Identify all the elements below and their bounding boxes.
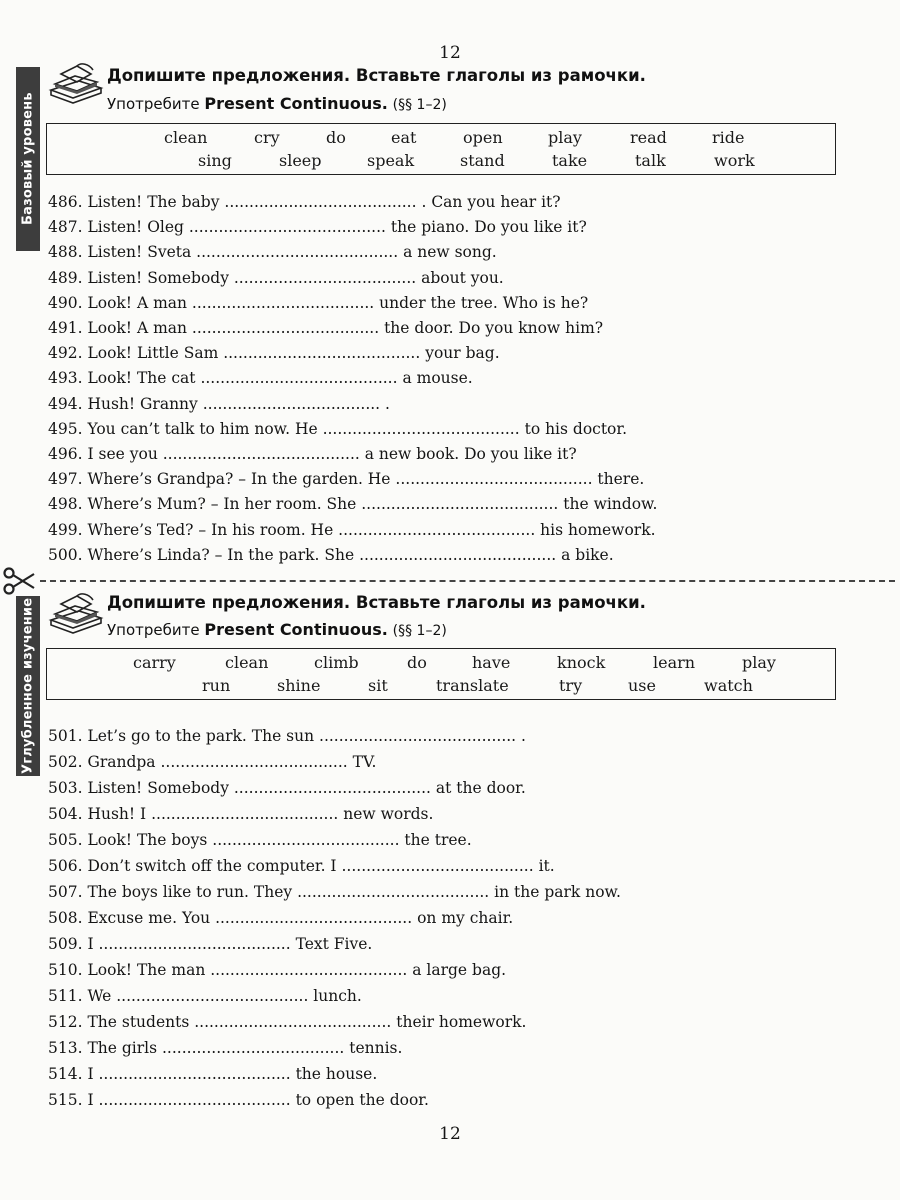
- exercise-item: [48, 935, 372, 953]
- exercise-number: 507.: [48, 883, 83, 901]
- verb-word: eat: [391, 128, 417, 147]
- books-icon: [47, 590, 105, 636]
- exercise-item: [48, 319, 603, 337]
- exercise-text[interactable]: Hush! I ...................................... new words.: [87, 805, 434, 823]
- exercise-item: [48, 395, 390, 413]
- verb-word: take: [552, 151, 588, 170]
- exercise-number: 504.: [48, 805, 83, 823]
- exercise-number: 492.: [48, 344, 83, 363]
- sub-prefix: Употребите: [107, 621, 200, 639]
- exercise-text[interactable]: Look! The man ........................................ a large bag.: [87, 961, 507, 979]
- exercise-text[interactable]: Let’s go to the park. The sun ........................................ .: [87, 727, 526, 745]
- exercise-item: [48, 495, 657, 513]
- section2-instruction: Допишите предложения. Вставьте глаголы из рамочки.: [107, 593, 646, 612]
- exercise-item: [48, 269, 504, 287]
- exercise-number: 515.: [48, 1091, 83, 1109]
- verb-word: talk: [635, 151, 666, 170]
- verb-word: clean: [164, 128, 208, 147]
- exercise-number: 502.: [48, 753, 83, 771]
- verb-word: stand: [460, 151, 505, 170]
- exercise-number: 508.: [48, 909, 83, 927]
- exercise-number: 510.: [48, 961, 83, 979]
- exercise-text[interactable]: Where’s Mum? – In her room. She ........................................ the window.: [87, 495, 658, 514]
- exercise-text[interactable]: I see you ........................................ a new book. Do you like it?: [87, 445, 577, 463]
- exercise-item: [48, 369, 473, 387]
- exercise-item: [48, 1065, 377, 1083]
- verb-word: cry: [254, 128, 280, 147]
- verb-word: have: [472, 653, 511, 672]
- exercise-item: [48, 1013, 526, 1031]
- exercise-text[interactable]: Where’s Grandpa? – In the garden. He ........................................ there.: [87, 470, 645, 489]
- exercise-number: 486.: [48, 193, 83, 211]
- exercise-text[interactable]: Look! Little Sam ........................................ your bag.: [87, 344, 500, 363]
- verb-word: open: [463, 128, 503, 147]
- exercise-text[interactable]: Listen! Oleg ........................................ the piano. Do you like it?: [87, 218, 587, 237]
- exercise-item: [48, 193, 561, 211]
- sub-prefix: Употребите: [107, 95, 200, 113]
- exercise-text[interactable]: You can’t talk to him now. He ........................................ to his doctor.: [87, 419, 628, 438]
- exercise-item: [48, 779, 526, 797]
- exercise-item: [48, 1091, 429, 1109]
- verb-word: watch: [704, 676, 753, 695]
- exercise-number: 513.: [48, 1039, 83, 1057]
- exercise-number: 497.: [48, 470, 83, 489]
- exercise-text[interactable]: Look! A man ...................................... the door. Do you know him?: [87, 319, 604, 337]
- tense-name: Present Continuous.: [204, 620, 388, 639]
- side-tab-advanced-level: Углубленное изучение: [16, 596, 40, 776]
- exercise-item: [48, 857, 555, 875]
- exercise-number: 500.: [48, 545, 83, 564]
- verb-word: play: [548, 128, 582, 147]
- exercise-text[interactable]: Listen! Somebody ........................................ at the door.: [87, 779, 526, 797]
- verb-word: carry: [133, 653, 176, 672]
- exercise-item: [48, 470, 644, 488]
- verb-word: clean: [225, 653, 269, 672]
- exercise-text[interactable]: Listen! Sveta ......................................... a new song.: [87, 243, 497, 262]
- exercise-text[interactable]: Don’t switch off the computer. I ....................................... it.: [87, 857, 555, 875]
- exercise-number: 512.: [48, 1013, 83, 1031]
- scissors-icon: [2, 564, 36, 598]
- exercise-number: 499.: [48, 520, 83, 539]
- exercise-item: [48, 753, 376, 771]
- verb-word: ride: [712, 128, 745, 147]
- exercise-text[interactable]: The girls ..................................... tennis.: [87, 1039, 403, 1057]
- exercise-text[interactable]: Grandpa ...................................... TV.: [87, 753, 377, 771]
- exercise-item: [48, 294, 588, 312]
- exercise-number: 496.: [48, 445, 83, 463]
- exercise-text[interactable]: I ....................................... Text Five.: [87, 935, 373, 953]
- page-number-top: 12: [439, 43, 461, 63]
- exercise-item: [48, 445, 577, 463]
- exercise-text[interactable]: Listen! The baby ....................................... . Can you hear it?: [87, 193, 561, 211]
- exercise-number: 503.: [48, 779, 83, 797]
- exercise-number: 495.: [48, 419, 83, 438]
- exercise-text[interactable]: The boys like to run. They ....................................... in the park now.: [87, 883, 621, 901]
- verb-word: sleep: [279, 151, 322, 170]
- exercise-number: 514.: [48, 1065, 83, 1083]
- page-number-bottom: 12: [439, 1124, 461, 1144]
- section-reference: (§§ 1–2): [392, 97, 447, 113]
- exercise-text[interactable]: The students ........................................ their homework.: [87, 1013, 527, 1031]
- verb-word: do: [326, 128, 346, 147]
- exercise-number: 511.: [48, 987, 83, 1005]
- verb-word: knock: [557, 653, 606, 672]
- books-icon: [47, 60, 105, 106]
- exercise-item: [48, 883, 621, 901]
- verb-word: do: [407, 653, 427, 672]
- exercise-item: [48, 521, 656, 539]
- exercise-item: [48, 727, 526, 745]
- exercise-item: [48, 987, 362, 1005]
- verb-word: shine: [277, 676, 321, 695]
- verb-word: work: [714, 151, 755, 170]
- verb-word: run: [202, 676, 231, 695]
- exercise-number: 490.: [48, 293, 83, 312]
- exercise-item: [48, 243, 497, 261]
- exercise-item: [48, 344, 500, 362]
- exercise-item: [48, 805, 433, 823]
- exercise-item: [48, 831, 472, 849]
- verb-word: try: [559, 676, 583, 695]
- verb-box-section1: [46, 123, 836, 175]
- section2-subinstruction: [107, 620, 447, 639]
- exercise-number: 505.: [48, 831, 83, 849]
- exercise-text[interactable]: Where’s Ted? – In his room. He ........................................ his homework.: [87, 520, 656, 539]
- exercise-number: 509.: [48, 935, 83, 953]
- exercise-text[interactable]: Excuse me. You ........................................ on my chair.: [87, 909, 514, 927]
- exercise-text[interactable]: Look! A man ..................................... under the tree. Who is he?: [87, 293, 589, 312]
- exercise-item: [48, 546, 614, 564]
- verb-word: climb: [314, 653, 359, 672]
- exercise-text[interactable]: Look! The boys ...................................... the tree.: [87, 831, 472, 849]
- verb-word: play: [742, 653, 776, 672]
- exercise-number: 491.: [48, 319, 83, 337]
- exercise-number: 501.: [48, 727, 83, 745]
- side-tab-basic-level: Базовый уровень: [16, 67, 40, 251]
- verb-word: read: [630, 128, 667, 147]
- verb-word: translate: [436, 676, 509, 695]
- exercise-text[interactable]: I ....................................... the house.: [87, 1065, 378, 1083]
- verb-word: use: [628, 676, 656, 695]
- exercise-text[interactable]: Look! The cat ........................................ a mouse.: [87, 369, 473, 388]
- exercise-text[interactable]: I ....................................... to open the door.: [87, 1091, 429, 1109]
- verb-word: speak: [367, 151, 415, 170]
- exercise-number: 489.: [48, 268, 83, 287]
- exercise-item: [48, 961, 506, 979]
- exercise-item: [48, 218, 587, 236]
- section1-instruction: Допишите предложения. Вставьте глаголы из рамочки.: [107, 66, 646, 85]
- exercise-number: 494.: [48, 394, 83, 413]
- verb-word: sing: [198, 151, 232, 170]
- verb-word: sit: [368, 676, 388, 695]
- exercise-number: 493.: [48, 369, 83, 388]
- verb-box-section2: [46, 648, 836, 700]
- exercise-text[interactable]: Listen! Somebody ..................................... about you.: [87, 268, 504, 287]
- section-reference: (§§ 1–2): [392, 623, 447, 639]
- exercise-number: 488.: [48, 243, 83, 262]
- exercise-number: 498.: [48, 495, 83, 514]
- exercise-text[interactable]: Where’s Linda? – In the park. She ........................................ a bike.: [87, 545, 614, 564]
- exercise-number: 506.: [48, 857, 83, 875]
- exercise-item: [48, 1039, 402, 1057]
- exercise-text[interactable]: We ....................................... lunch.: [87, 987, 362, 1005]
- exercise-number: 487.: [48, 218, 83, 237]
- cut-line-divider: [40, 580, 895, 582]
- verb-word: learn: [653, 653, 696, 672]
- exercise-item: [48, 909, 513, 927]
- section1-subinstruction: [107, 94, 447, 113]
- tense-name: Present Continuous.: [204, 94, 388, 113]
- exercise-text[interactable]: Hush! Granny .................................... .: [87, 394, 390, 413]
- exercise-item: [48, 420, 627, 438]
